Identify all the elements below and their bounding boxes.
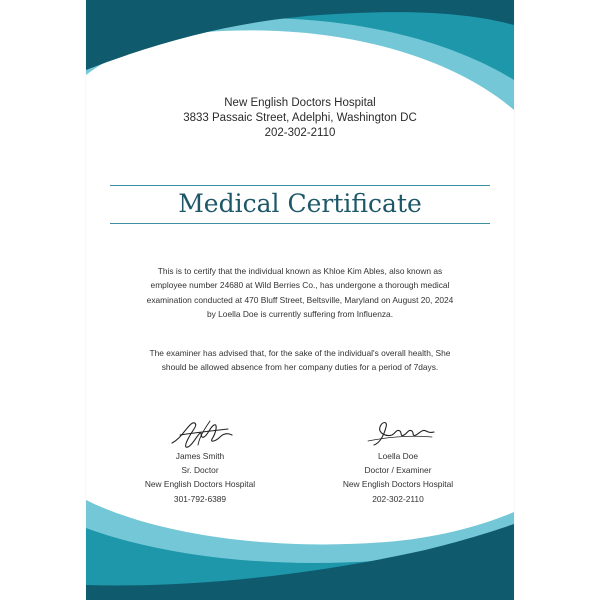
advice-paragraph [126, 346, 474, 375]
signatory-phone: 301-792-6389 [173, 493, 227, 504]
bottom-wave-decoration [86, 490, 514, 600]
signatory-organization: New English Doctors Hospital [342, 479, 454, 490]
signatory-role: Sr. Doctor [181, 465, 219, 476]
certificate-page [86, 0, 514, 600]
hospital-name: New English Doctors Hospital [224, 97, 376, 109]
handwritten-signature-icon [338, 415, 458, 451]
paragraph-line: by Loella Doe is currently suffering from Influenza. [206, 308, 394, 319]
signatory-name: James Smith [175, 451, 225, 461]
signatory-organization: New English Doctors Hospital [144, 479, 256, 490]
paragraph-line: This is to certify that the individual known as Khloe Kim Ables, also known as [157, 266, 443, 276]
hospital-address: 3833 Passaic Street, Adelphi, Washington DC [183, 112, 417, 124]
paragraph-line: The examiner has advised that, for the sake of the individual's overall health, She [149, 348, 451, 358]
certification-paragraph [126, 264, 474, 321]
certificate-title: Medical Certificate [178, 189, 422, 218]
signatory-role: Doctor / Examiner [364, 465, 432, 476]
title-bottom-rule [110, 223, 490, 224]
handwritten-signature-icon [140, 415, 260, 451]
paragraph-line: employee number 24680 at Wild Berries Co., has undergone a thorough medical [150, 280, 450, 291]
paragraph-line: should be allowed absence from her company duties for a period of 7days. [161, 362, 439, 373]
signatory-name: Loella Doe [377, 451, 419, 461]
signatory-phone: 202-302-2110 [372, 493, 424, 504]
paragraph-line: examination conducted at 470 Bluff Street, Beltsville, Maryland on August 20, 2024 [146, 294, 454, 305]
top-wave-decoration [86, 0, 514, 110]
hospital-phone: 202-302-2110 [264, 127, 336, 139]
hospital-header [86, 96, 514, 141]
